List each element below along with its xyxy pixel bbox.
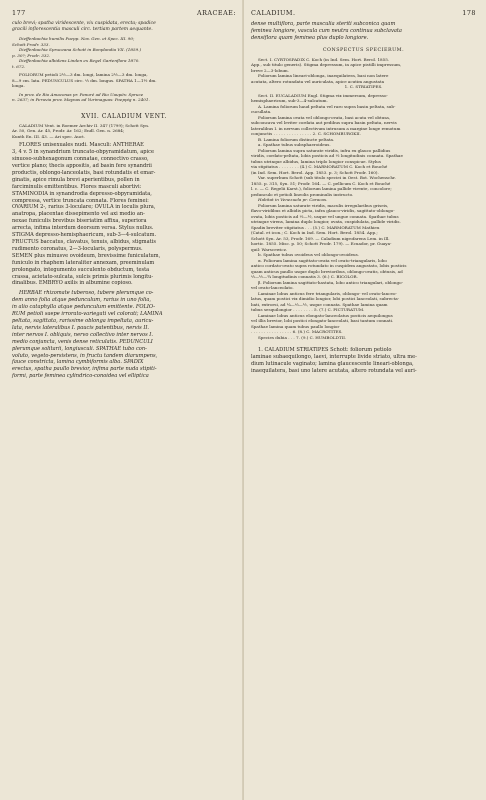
measurements-line: longa. [12, 83, 25, 89]
key-line: tubus utrinque albidus, lamina triplo longior conspicue. Stylus [251, 158, 381, 164]
key-line: Laminae lobus anticus elongato-lanceolatus posticis aequilongus [258, 312, 393, 318]
key-line: ⅓—½—¾ longitudinis connatis 3. (6.) C. BICOLOR. [251, 274, 358, 280]
key-line: App., sub titulo generis). Stigma depressum, in apice pistilli impressum, [251, 62, 402, 68]
species-line: 1. CALADIUM STRIATIPES Schott: foliorum petiolo [258, 347, 392, 354]
habitus-line: inter nervos I. obliquis, nervo collectivo inter nervos I. [12, 331, 153, 338]
habitus-line: peltata, sagittata, rarissime oblonga impeltata, auricu- [12, 317, 154, 324]
section-two [251, 93, 476, 341]
key-line: flavo-viridibus et albidis picta, infra glauco-viridis, sagittato-oblongo- [251, 208, 395, 214]
description-line: prolongato, integumento succulento obductum, testa [12, 266, 150, 273]
conspectus-title: CONSPECTUS SPECIERUM. [322, 47, 405, 53]
habitus-line: medio conjuncta, venis dense reticulatis. PEDUNCULI [12, 338, 153, 345]
species-line: dium lutinacule vaginato; lamina glaucescente lineari-oblonga, [251, 361, 414, 368]
section-one [251, 57, 476, 90]
genus-description [12, 142, 236, 287]
key-line: tubus sesquilongior . . . . . . . . 5. (7.) C. PICTURATUM. [251, 307, 365, 313]
key-line: b. Spathae tubus ovoideus vel oblongo-ovoideus. [258, 252, 360, 258]
key-line: acutata, altero rotundata vel auriculata, apice acutim angustata [251, 78, 385, 84]
description-line: crassa, acietato-sulcata, sulcis primis plurimis longitu- [12, 273, 154, 280]
intro-line: culo brevi; spatha viridescente, vix cuspidata, erecta; spadice [12, 21, 156, 26]
key-line: vel ovato-lanceolato. [251, 285, 294, 291]
description-line: compressa, vertice truncata connata. Flores feminei: [12, 197, 149, 204]
intro-line: gracili inflorescentia masculi circ. tertiam partem aequante. [12, 27, 153, 33]
key-line: Foliorum lamina supra saturate viridis, infra ex glauco pallidius [258, 147, 391, 153]
key-line: conjunctis . . . . . . . . . . . . . . . 2. C. SCHOMBURGKII. [251, 131, 361, 137]
key-line: hemisphaericum, sub-3—4-sulcatum. [251, 98, 328, 104]
habitat-line: In prov. de Rio Amazonas pr. Panuré ad Rio Uaupés: Spruce [19, 91, 144, 97]
key-line: . . . . . . . . . . . . . . . . 6. (8.) C. MACROTITES. [251, 329, 343, 335]
description-line: nexae funiculis brevibus biseriatim affixa, superiora [12, 218, 147, 225]
left-running-head: ARACEAE: [196, 9, 236, 17]
habitus-line: plerumque solitarii, longiusculi. SPATHAE tubo con- [12, 345, 147, 352]
description-line: productis, oblongo-lanceolatis, basi rotundatis et emar- [12, 169, 156, 176]
key-line: β. Foliorum lamina sagittato-hastata, lobo antico triangulari, oblongo- [258, 279, 403, 285]
measurements-line: FOLIORUM petioli 2½—3 dm. longi, lamina 2½—3 dm. longa, [19, 72, 148, 78]
genus-title: XVII. CALADIUM VENT. [81, 112, 167, 120]
key-line: Sect. II. EUCALADIUM Engl. Stigma vix immersum, depresso- [258, 92, 388, 98]
key-line: Laminae lobus anticus fere triangularis, oblongo- vel ovato-lanceo- [258, 290, 397, 296]
left-page-number: 177 [12, 9, 26, 17]
right-running-head: CALADIUM. [251, 9, 296, 17]
key-line: bati, extrorsi, ad ¼—⅓—½, usque connata. Spathae lamina quam [251, 301, 388, 307]
description-line: farciminulis emittentibus. Flores masculi abortivi: [12, 183, 142, 190]
description-line: OVARIUM 2-, rarius 3-loculare; OVULA in loculis plura, [12, 204, 156, 211]
description-line: funiculo in rhaphem lateraliter annexam, preeminulam [12, 259, 155, 266]
habitus-line: erectus, spatha paullo brevior, infima parte nuda stipiti- [12, 366, 157, 373]
right-page-number: 178 [462, 9, 476, 17]
key-line: 1855. p. 315, Syn. 51; Prodr. 164. — C. pellicum C. Koch et Bouché [251, 180, 391, 186]
right-running-header [251, 9, 476, 17]
genus-ref: CALADIUM Vent. in Roemer Archiv II. 347 (1799); Schott Syn. [19, 122, 150, 128]
species-line: laminae subaequilongo, laevi, interrupte livide striato, ultra me- [251, 354, 417, 361]
synonym-ref: Dieffenbachia humilis Poepp. Nov. Gen. et Spec. III. 90; [19, 36, 135, 42]
key-line: B. Lamina foliorum distincte peltata. [258, 136, 335, 142]
habitus-line: fauce constricta, lamina cymbiformis alba. SPADIX [12, 359, 144, 366]
key-line: A. Lamina foliorum haud peltata vel raro supra basin peltata, sub- [258, 103, 396, 109]
key-line: hortic. 1855. Misc. p. 50; Schott Prodr. 179). — Ecuador, pr. Guaya- [251, 241, 392, 247]
key-line: quil: Warscewicz. [251, 246, 288, 252]
key-line: 1. C. STRIATIPES. [344, 84, 383, 90]
habitus-line: RUM petioli saepe irrorato-variegati vel colorati; LAMINA [12, 311, 163, 318]
habitus-line: lata, nervis lateralibus I. paucis patentibus, nervis II. [12, 324, 150, 331]
key-line: Species dubia . . . 7. (9.) C. HUMBOLDTII. [258, 334, 347, 340]
description-line: anatropa, placentae dissepimento vel axi medio an- [12, 211, 145, 218]
synonym-ref: Dieffenbachia Spruceana Schott in Bonplandia VII. (1859.) [19, 47, 142, 53]
species-entry [251, 347, 476, 375]
key-line: Var. superbum Schott (sub titulo speciei in Oest. Bot. Wochenschr. [258, 175, 396, 181]
synonym-ref: Schott Prodr. 333. [12, 41, 50, 47]
right-page [243, 0, 486, 800]
key-line: Schott Syn. Ar. 53, Prodr. 169. — Caladium nigrofarens Lem. in Ill. [251, 235, 390, 241]
description-line: arrecta, infima interdum deorsum versa. Stylus nullus. [12, 225, 154, 232]
description-line: FLORES unisexuales nudi. Masculi: ANTHERAE [19, 142, 144, 149]
description-line: rudimento coronatus, 2—3-locularis, polyspermus. [12, 245, 143, 252]
description-line: SEMEN plus minusve ovoideum, brevissime funiculatum, [12, 252, 161, 259]
species-line: inaequilatera, basi uno latere acutata, altero rotundata vel auri- [251, 367, 417, 374]
habitat-line: n. 2637; in Peruvia prov. Maynas ad Yurimaguas: Poeppig n. 2401. [12, 97, 150, 103]
intro-line: dense multiflora, parte masculia steriti subconica quam [251, 21, 396, 27]
measurements-line: 8—9 cm. lata. PEDUNCULUS circ. ⅓ dm. longus. SPATHA 1—1½ dm. [12, 77, 157, 83]
key-line: vel illis brevior, lobi postici elongato-lanceolati, basi tantum connati. [251, 318, 394, 324]
intro-line: densiflora quam feminea plus duplo longiore. [251, 34, 369, 41]
genus-ref: Ar. 50, Gen. Ar. 45, Prodr. Ar. 162; Endl. Gen. n. 2684; [12, 128, 125, 134]
key-line: quam anticus paullo usque duplo brevioribus, oblongo-ovatis, obtusis, ad [251, 268, 403, 274]
habitus-line: dem anno folia atque pedunculum, rarius in uno folia, [12, 297, 152, 304]
key-line: a. Spathae tubus subsphaeroideus. [258, 142, 331, 148]
key-line: (in Ind. Sem. Hort. Berol. App. 1853. p. 3; Schott Prodr. 160). [251, 169, 379, 175]
key-line: cucullata. [251, 109, 272, 115]
key-line: l. c. — C. Regelii Karst.), foliorum lamina pallide virente, concolore; [251, 186, 392, 192]
key-line: viridis, cordato-peltata, lobis posticis ad ⅓ longitudinis connata. Spathae [251, 153, 403, 159]
habitus-line: voluto, vegeto-persistens, in fructu tandem diarumpens, [12, 352, 158, 359]
habitus-line: HERBAE rhizomate tuberoso, tubere plerumque co- [19, 290, 154, 297]
synonym-ref: Dieffenbachia albidens Linden ex Regel Gartenflora 1870. [19, 58, 140, 64]
habitus-line: in alio cataphylla atque pedunculum emittente. FOLIO- [12, 304, 156, 311]
key-line: Habitat in Venezuela pr. Caracas. [258, 197, 328, 203]
left-running-header [12, 9, 236, 17]
genus-ref: Kunth En. III. 43. — Ari spec. Auct. [12, 133, 86, 139]
key-line: Spathae lamina quam tubus paullo longior [251, 323, 340, 329]
key-line: Foliorum lamina saturate viridis, maculis irregularibus griseis, [258, 202, 389, 208]
habitus-line: formi, parte feminea cylindrico-conoidea vel elliptica [12, 373, 149, 380]
key-line: Spadix breviter stipitatus . . . (5.) C. MARMORATUM Mathieu [251, 224, 380, 230]
key-line: via stipitatus . . . . . . . . (4.) C. MARMORATUM C. Koch et Bouché [251, 164, 388, 170]
description-line: sinuoso-subhexagonum connatae, connectivo crasso, [12, 156, 149, 163]
key-line: α. Foliorum lamina sagittato-ovata vel ovato-triangularis, lobo [258, 257, 387, 263]
key-line: ovata, lobis posticis ad ⅓—½, usque vel ungue connata. Spathae tubus [251, 213, 399, 219]
description-line: dinalibus. EMBRYO axilis in albumine copioso. [12, 280, 133, 287]
description-line: ginatis, apice rimula brevi aperientibus, pollen in [12, 176, 140, 183]
intro-line: feminea longiore, vascula cum neutra continua subclavata [251, 27, 402, 34]
synonym-ref: t. 672. [12, 63, 26, 69]
description-line: vertice plano; thecis appositis, ad basin fere synandrii [12, 163, 152, 170]
key-line: antico cordato-ovato supra rotundato in cuspidem angustato, lobis posticis [251, 263, 407, 269]
key-line: latus, quam postici vix dimidio longior, lobi postici lanceolati, subrecta- [251, 296, 400, 302]
description-line: FRUCTUS baccatus, clavatus, tenuis, albidus, stigmatis [12, 239, 156, 245]
key-line: pedunculo et petioli lineolis prominulis instructo. [251, 191, 354, 197]
key-line: lateralibus I. in nervum collectivum intrusum a margine longe remotum [251, 125, 401, 131]
key-line: Foliorum lamina ovata vel oblongo-ovata, basi acuta vel obtusa, [258, 114, 391, 120]
synonym-ref: p. 30?; Prodr. 332. [12, 52, 51, 58]
key-line: Foliorum lamina lineari-oblonga, inaequilatera, basi non latere [258, 73, 389, 79]
description-line: STIGMA depresso-hemisphaericum, sub-3—4-sulcatum. [12, 232, 157, 239]
description-line: STAMINODIA in synandrodia depresso-obpyramidata, [12, 190, 152, 197]
key-line: breve 2—3-lobum. [251, 67, 289, 73]
description-line: 3, 4 v. 5 in synandrium truncato-obpyramidatum, apice [12, 149, 155, 156]
key-line: Sect. I. CYRTOSPADIX C. Koch (in Ind. Sem. Hort. Berol. 1855. [258, 56, 390, 62]
habitus-description [12, 290, 236, 380]
key-line: subconcava vel leviter cordata aut pedibus supra basin peltata, nervis [251, 120, 397, 126]
key-line: (Catal. et icon.; C. Koch in Ind. Sem. Hort. Berol. 1854. App.; [251, 230, 378, 236]
key-line: utrinque virens, lamina duplo longior, ovata, cuspidulata, pallide viridis. [251, 219, 401, 225]
